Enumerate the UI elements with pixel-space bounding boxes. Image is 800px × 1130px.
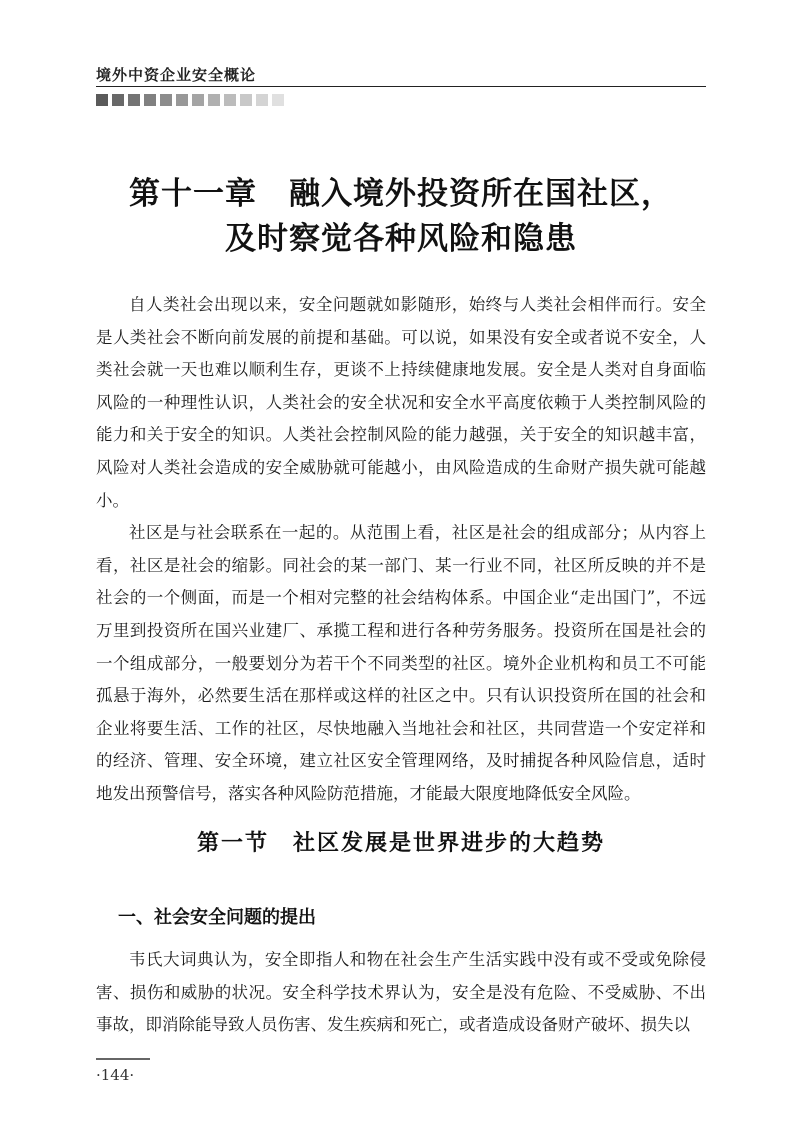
- chapter-title-line-2: 及时察觉各种风险和隐患: [225, 221, 577, 257]
- header-rule: [96, 86, 706, 87]
- decor-square-2: [112, 94, 124, 106]
- header-decoration: [96, 94, 284, 106]
- chapter-intro: [96, 289, 706, 811]
- chapter-title: [96, 172, 706, 262]
- paragraph-2: 社区是与社会联系在一起的。从范围上看，社区是社会的组成部分；从内容上看，社区是社会的缩影。同社会的某一部门、某一行业不同，社区所反映的并不是社会的一个侧面，而是一个相对完整的社会结构体系。中国企业“走出国门”，不远万里到投资所在国兴业建厂、承揽工程和进行各种劳务服务。投资所在国是社会的一个组成部分，一般要划分为若干个不同类型的社区。境外企业机构和员工不可能孤悬于海外，必然要生活在那样或这样的社区之中。只有认识投资所在国的社会和企业将要生活、工作的社区，尽快地融入当地社会和社区，共同营造一个安定祥和的经济、管理、安全环境，建立社区安全管理网络，及时捕捉各种风险信息，适时地发出预警信号，落实各种风险防范措施，才能最大限度地降低安全风险。: [96, 523, 706, 803]
- decor-square-12: [272, 94, 284, 106]
- decor-square-3: [128, 94, 140, 106]
- decor-square-11: [256, 94, 268, 106]
- decor-square-9: [224, 94, 236, 106]
- section-title: 第一节 社区发展是世界进步的大趋势: [196, 831, 605, 856]
- footer-rule: [96, 1058, 150, 1060]
- chapter-title-line-1: 第十一章 融入境外投资所在国社区，: [129, 176, 673, 212]
- decor-square-7: [192, 94, 204, 106]
- page-number: ·144·: [96, 1066, 135, 1084]
- running-head: 境外中资企业安全概论: [96, 66, 257, 84]
- decor-square-5: [160, 94, 172, 106]
- decor-square-6: [176, 94, 188, 106]
- decor-square-4: [144, 94, 156, 106]
- decor-square-1: [96, 94, 108, 106]
- decor-square-8: [208, 94, 220, 106]
- paragraph-3: 韦氏大词典认为，安全即指人和物在社会生产生活实践中没有或不受或免除侵害、损伤和威胁的状况。安全科学技术界认为，安全是没有危险、不受威胁、不出事故，即消除能导致人员伤害、发生疾病和死亡，或者造成设备财产破坏、损失以: [96, 950, 706, 1035]
- subsection-title: 一、社会安全问题的提出: [118, 907, 316, 928]
- decor-square-10: [240, 94, 252, 106]
- section-body: [96, 944, 706, 1042]
- paragraph-1: 自人类社会出现以来，安全问题就如影随形，始终与人类社会相伴而行。安全是人类社会不断向前发展的前提和基础。可以说，如果没有安全或者说不安全，人类社会就一天也难以顺利生存，更谈不上持续健康地发展。安全是人类对自身面临风险的一种理性认识，人类社会的安全状况和安全水平高度依赖于人类控制风险的能力和关于安全的知识。人类社会控制风险的能力越强，关于安全的知识越丰富，风险对人类社会造成的安全威胁就可能越小，由风险造成的生命财产损失就可能越小。: [96, 295, 706, 510]
